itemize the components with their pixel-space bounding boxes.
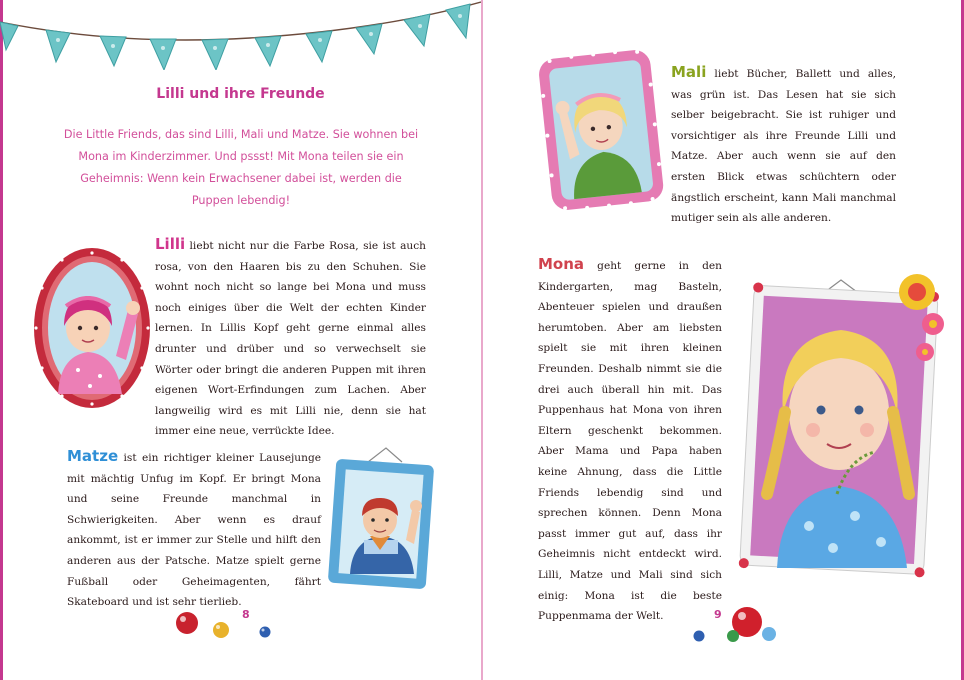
marbles-left — [170, 606, 280, 640]
mali-paragraph — [671, 62, 896, 229]
bunting-garland — [0, 0, 481, 70]
mona-name: Mona — [538, 255, 585, 273]
matze-portrait — [326, 440, 438, 592]
matze-description: ist ein richtiger kleiner Lausejunge mit mächtig Unfug im Kopf. Er bringt Mona und seine Freunde manchmal in Schwierigkeiten. Aber wenn es drauf ankommt, ist er immer zur Stelle und hilft den anderen aus der Patsche. Matze spielt gerne Fußball oder Geheimagenten, fährt Skateboard und ist sehr tierlieb. — [67, 452, 321, 609]
right-page — [483, 0, 964, 680]
lilli-paragraph — [155, 234, 426, 442]
lilli-portrait — [30, 244, 154, 414]
mali-portrait — [535, 40, 667, 218]
mona-description: geht gerne in den Kindergarten, mag Basteln, Abenteuer spielen und draußen herumtoben. Aber am liebsten spielt sie mit ihren kleinen Freunden. Deshalb nimmt sie die drei auch überall hin mit. Das Puppenhaus hat Mona von ihren Eltern geschenkt bekommen. Aber Mama und Papa haben keine Ahnung, dass die Little Friends lebendig sind und sprechen können. Denn Mona passt immer gut auf, dass ihr Geheimnis nicht entdeckt wird. Lilli, Matze und Mali sind sich einig: Mona ist die beste Puppenmama der Welt. — [538, 260, 722, 623]
mona-paragraph — [538, 254, 722, 627]
left-page — [0, 0, 481, 680]
mali-name: Mali — [671, 63, 707, 81]
page-number-left: 8 — [242, 608, 250, 621]
matze-name: Matze — [67, 447, 119, 465]
page-title: Lilli und ihre Freunde — [156, 86, 325, 102]
lilli-description: liebt nicht nur die Farbe Rosa, sie ist auch rosa, von den Haaren bis zu den Schuhen. Sie wohnt noch nicht so lange bei Mona und muss noch einiges über die Welt der echten Kinder lernen. In Lillis Kopf geht gerne einmal alles drunter und drüber und so verwechselt sie Wörter oder bringt die anderen Puppen mit ihren eigenen Wort-Erfindungen zum Lachen. Aber langweilig wird es mit Lilli nie, denn sie hat immer eine neue, verrückte Idee. — [155, 240, 426, 438]
page-number-right: 9 — [714, 608, 722, 621]
intro-text: Die Little Friends, das sind Lilli, Mali und Matze. Sie wohnen bei Mona im Kinderzimmer. Und pssst! Mit Mona teilen sie ein Geheimnis: Wenn kein Erwachsener dabei ist, werden die Puppen lebendig! — [63, 128, 419, 207]
mona-portrait — [737, 262, 945, 584]
lilli-name: Lilli — [155, 235, 186, 253]
matze-paragraph — [67, 446, 321, 613]
marbles-right — [687, 600, 797, 644]
mali-description: liebt Bücher, Ballett und alles, was grün ist. Das Lesen hat sie sich selber beigebracht. Sie ist ruhiger und vorsichtiger als ihre Freunde Lilli und Matze. Aber auch wenn sie auf den ersten Blick etwas schüchtern oder ängstlich erscheint, kann Mali manchmal mutiger sein als alle anderen. — [671, 68, 896, 225]
